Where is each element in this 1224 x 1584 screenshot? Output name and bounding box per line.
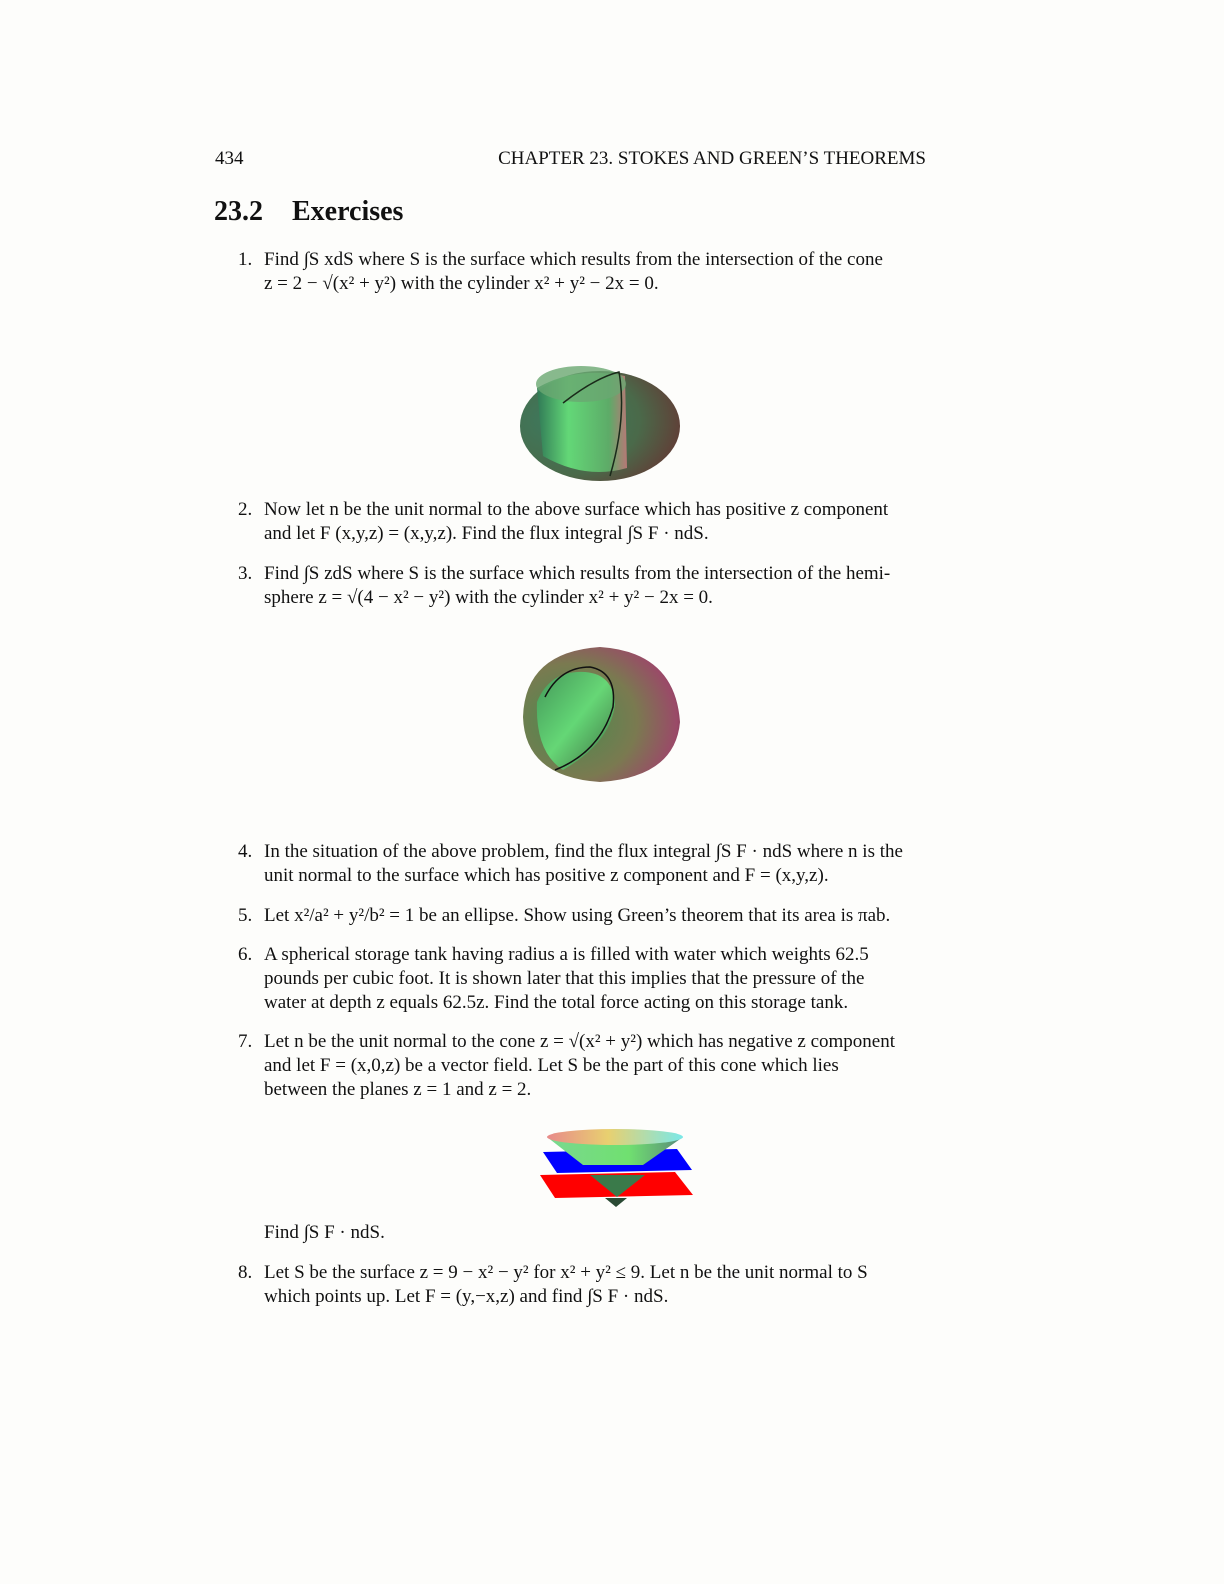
exercise-text-line: pounds per cubic foot. It is shown later that this implies that the pressure of the xyxy=(264,968,865,989)
cone-tip xyxy=(605,1198,627,1207)
exercise-7 xyxy=(238,1030,927,1102)
exercise-4 xyxy=(238,840,927,888)
page-number: 434 xyxy=(215,148,244,169)
exercise-6 xyxy=(238,943,927,1015)
exercise-text-line: which points up. Let F = (y,−x,z) and find ∫S F · ndS. xyxy=(264,1286,669,1307)
exercise-5 xyxy=(238,904,927,928)
exercise-number: 4. xyxy=(238,841,253,862)
exercise-8 xyxy=(238,1261,927,1309)
exercise-text-line: unit normal to the surface which has positive z component and F = (x,y,z). xyxy=(264,865,829,886)
exercise-number: 3. xyxy=(238,563,253,584)
exercise-text-line: A spherical storage tank having radius a is filled with water which weights 62.5 xyxy=(264,944,869,965)
figure-cone-planes xyxy=(535,1125,700,1210)
exercise-number: 5. xyxy=(238,905,253,926)
exercise-text-line: Find ∫S F · ndS. xyxy=(264,1222,385,1243)
section-name: Exercises xyxy=(292,196,404,227)
exercise-number: 6. xyxy=(238,944,253,965)
exercise-number: 7. xyxy=(238,1031,253,1052)
exercise-7-tail xyxy=(238,1221,927,1245)
exercise-3 xyxy=(238,562,927,610)
exercise-text-line: Now let n be the unit normal to the above surface which has positive z component xyxy=(264,499,889,520)
section-title xyxy=(214,196,403,228)
exercise-text-line: water at depth z equals 62.5z. Find the total force acting on this storage tank. xyxy=(264,992,849,1013)
cylinder-rim xyxy=(536,366,626,402)
exercise-text-line: Let x²/a² + y²/b² = 1 be an ellipse. Show using Green’s theorem that its area is πab. xyxy=(264,905,891,926)
figure-hemisphere-cylinder xyxy=(515,642,690,787)
exercise-text-line: Let n be the unit normal to the cone z = √(x² + y²) which has negative z component xyxy=(264,1031,896,1052)
exercise-text-line: and let F (x,y,z) = (x,y,z). Find the flux integral ∫S F · ndS. xyxy=(264,523,709,544)
exercise-2 xyxy=(238,498,927,546)
figure-cone-cylinder xyxy=(515,358,690,486)
cone-top xyxy=(547,1129,683,1145)
exercise-text-line: In the situation of the above problem, find the flux integral ∫S F · ndS where n is the xyxy=(264,841,903,862)
running-head: CHAPTER 23. STOKES AND GREEN’S THEOREMS xyxy=(498,148,926,169)
exercise-text-line: sphere z = √(4 − x² − y²) with the cylinder x² + y² − 2x = 0. xyxy=(264,587,713,608)
exercise-number: 2. xyxy=(238,499,253,520)
exercise-text-line: between the planes z = 1 and z = 2. xyxy=(264,1079,532,1100)
exercise-text-line: Let S be the surface z = 9 − x² − y² for x² + y² ≤ 9. Let n be the unit normal to S xyxy=(264,1262,868,1283)
exercise-text-line: z = 2 − √(x² + y²) with the cylinder x² + y² − 2x = 0. xyxy=(264,273,659,294)
exercise-number: 1. xyxy=(238,249,253,270)
exercise-text-line: Find ∫S zdS where S is the surface which results from the intersection of the hemi- xyxy=(264,563,891,584)
exercise-1 xyxy=(238,248,927,296)
exercise-number: 8. xyxy=(238,1262,253,1283)
section-number: 23.2 xyxy=(214,196,263,227)
exercise-text-line: Find ∫S xdS where S is the surface which results from the intersection of the cone xyxy=(264,249,883,270)
exercise-text-line: and let F = (x,0,z) be a vector field. Let S be the part of this cone which lies xyxy=(264,1055,839,1076)
